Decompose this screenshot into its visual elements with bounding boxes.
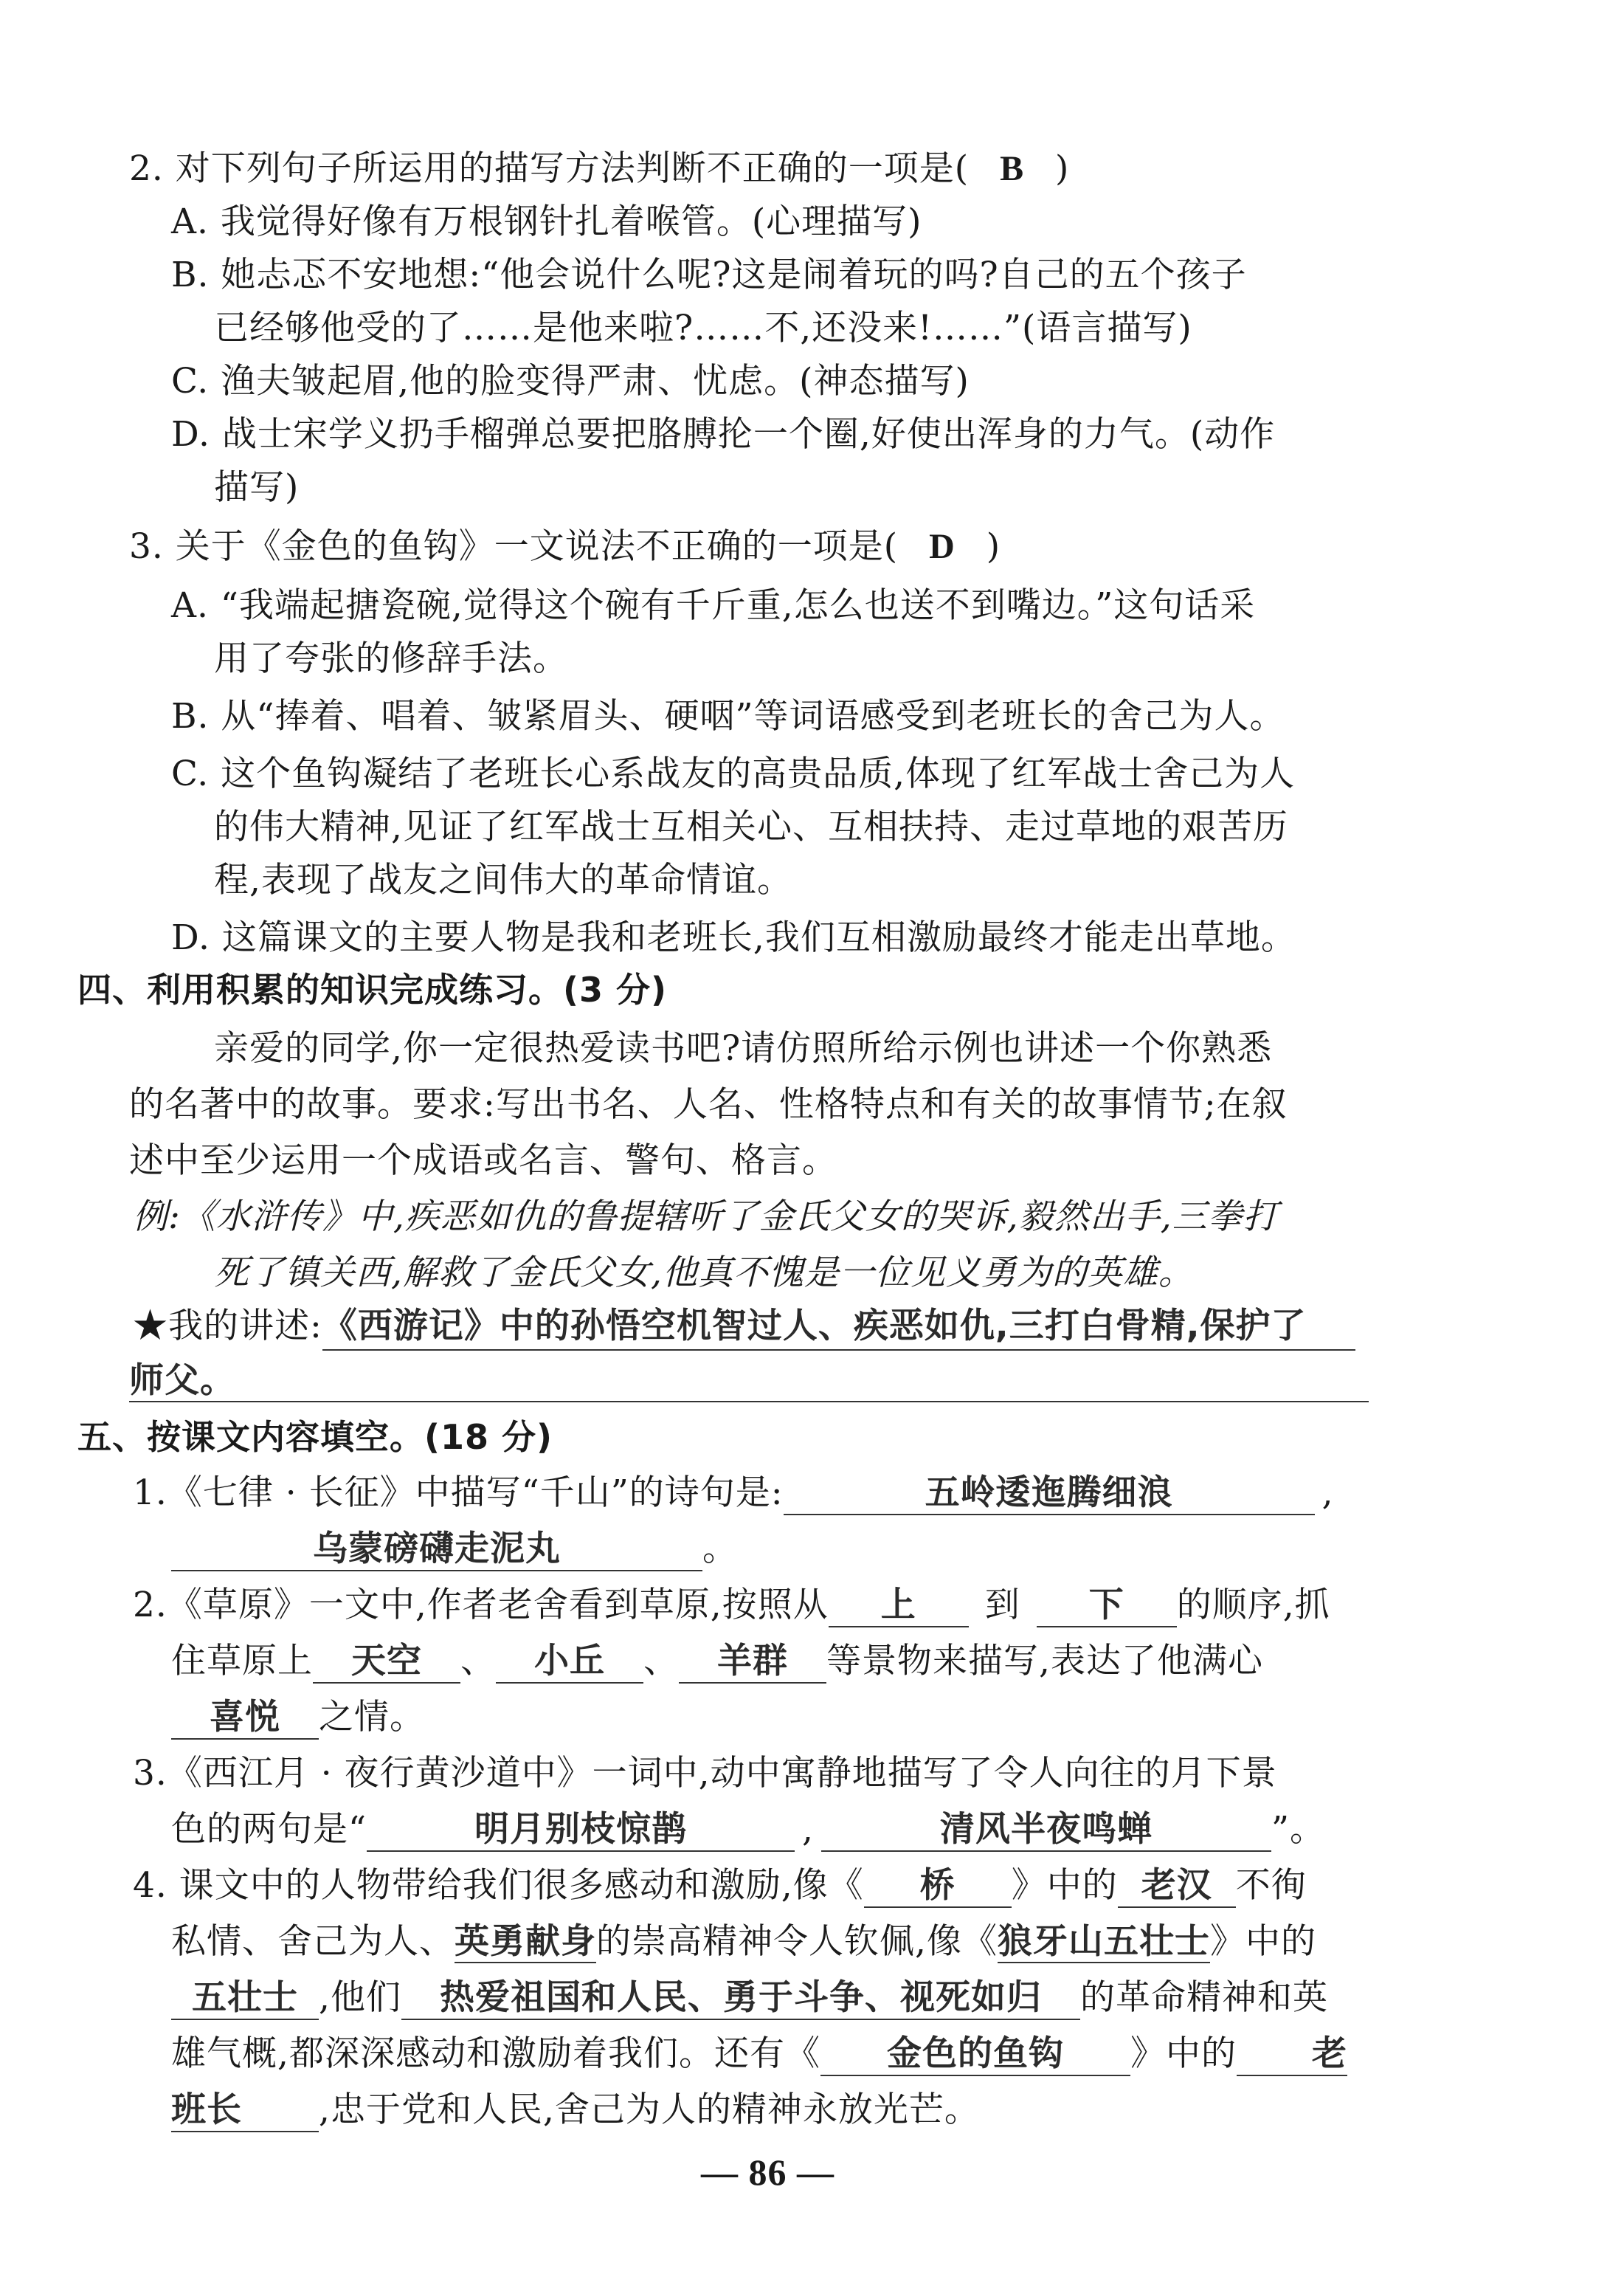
q2-option-d-line2: 描写) [214, 467, 300, 508]
s5-q4-post1: 不徇 [1235, 1865, 1307, 1906]
s5-q4-answer-2: 老汉 [1118, 1865, 1236, 1908]
s5-q2-answer-4: 小丘 [496, 1641, 643, 1684]
s5-q2-answer-5: 羊群 [679, 1641, 826, 1684]
s5-q2-answer-2: 下 [1037, 1585, 1177, 1627]
s5-q2-post2: 等景物来描写,表达了他满心 [826, 1641, 1263, 1681]
my-story-answer-rule [129, 1401, 1369, 1402]
s5-q1-answer-2: 乌蒙磅礴走泥丸 [171, 1529, 702, 1571]
s5-q4-answer-8a: 老 [1237, 2033, 1347, 2076]
q3-stem-close: ) [986, 526, 1001, 567]
s5-q4-l3a: ,他们 [319, 1977, 401, 2018]
s5-q4-mid1: 》中的 [1011, 1865, 1118, 1906]
q3-option-a-line1: A. “我端起搪瓷碗,觉得这个碗有千斤重,怎么也送不到嘴边。”这句话采 [171, 585, 1256, 626]
my-story-answer-line1: 《西游记》中的孙悟空机智过人、疾恶如仇,三打白骨精,保护了 [322, 1303, 1355, 1351]
q3-option-d: D. 这篇课文的主要人物是我和老班长,我们互相激励最终才能走出草地。 [171, 917, 1296, 958]
q2-option-c: C. 渔夫皱起眉,他的脸变得严肃、忧虑。(神态描写) [171, 361, 970, 402]
s5-q2-mid: 到 [984, 1585, 1020, 1625]
s5-q1-answer-1: 五岭逶迤腾细浪 [784, 1472, 1315, 1515]
s5-q2-line2 [171, 1639, 1263, 1684]
s5-q2-answer-1: 上 [829, 1585, 969, 1627]
s5-q1-line1 [133, 1470, 1334, 1516]
s5-q1-line2 [171, 1526, 738, 1572]
q2-option-b-line2: 已经够他受的了……是他来啦?……不,还没来!……”(语言描写) [214, 308, 1192, 348]
q3-option-a-line2: 用了夸张的修辞手法。 [214, 638, 568, 679]
q2-stem-close: ) [1055, 148, 1070, 189]
s5-q4-answer-1: 桥 [864, 1865, 1012, 1908]
s5-q4-l4b: 》中的 [1130, 2033, 1237, 2074]
q3-option-b: B. 从“捧着、唱着、皱紧眉头、硬咽”等词语感受到老班长的舍己为人。 [171, 696, 1285, 737]
section-4-example-line1: 例:《水浒传》中,疾恶如仇的鲁提辖听了金氏父女的哭诉,毅然出手,三拳打 [133, 1196, 1279, 1237]
s5-q2-line3 [171, 1695, 425, 1740]
s5-q4-answer-8b: 班长 [171, 2089, 319, 2132]
s5-q4-line4 [171, 2031, 1347, 2077]
s5-q3-end: ”。 [1271, 1809, 1326, 1850]
s5-q4-answer-3: 英勇献身 [455, 1921, 596, 1962]
s5-q2-line1 [133, 1582, 1330, 1628]
section-4-prompt-line3: 述中至少运用一个成语或名言、警句、格言。 [129, 1140, 837, 1181]
s5-q4-l4a: 雄气概,都深深感动和激励着我们。还有《 [171, 2033, 820, 2074]
q2-stem-text: 2. 对下列句子所运用的描写方法判断不正确的一项是( [129, 148, 970, 189]
section-4-prompt-line2: 的名著中的故事。要求:写出书名、人名、性格特点和有关的故事情节;在叙 [129, 1084, 1288, 1125]
s5-q4-l5b: ,忠于党和人民,舍己为人的精神永放光芒。 [319, 2089, 980, 2130]
s5-q3-comma: , [802, 1809, 814, 1850]
section-4-title: 四、利用积累的知识完成练习。(3 分) [77, 970, 668, 1010]
s5-q1-end: 。 [702, 1529, 738, 1569]
s5-q4-line1 [133, 1863, 1307, 1909]
s5-q2-answer-6: 喜悦 [171, 1697, 319, 1740]
s5-q2-prompt: 2.《草原》一文中,作者老舍看到草原,按照从 [133, 1585, 829, 1625]
s5-q2-post1: 的顺序,抓 [1176, 1585, 1330, 1625]
s5-q2-post3: 之情。 [319, 1697, 425, 1737]
q2-option-b-line1: B. 她忐忑不安地想:“他会说什么呢?这是闹着玩的吗?自己的五个孩子 [171, 255, 1247, 295]
s5-q4-l2c: 》中的 [1209, 1921, 1316, 1962]
s5-q1-comma: , [1321, 1472, 1334, 1513]
s5-q2-pre2: 住草原上 [171, 1641, 313, 1681]
s5-q4-answer-7: 金色的鱼钩 [820, 2033, 1130, 2076]
q2-answer: B [1000, 149, 1025, 188]
s5-q4-line3 [171, 1975, 1328, 2021]
q3-option-c-line1: C. 这个鱼钩凝结了老班长心系战友的高贵品质,体现了红军战士舍己为人 [171, 754, 1296, 794]
s5-q4-answer-5: 五壮士 [171, 1977, 319, 2020]
s5-q3-line2 [171, 1807, 1325, 1853]
page-number: — 86 — [701, 2151, 835, 2193]
q3-option-c-line3: 程,表现了战友之间伟大的革命情谊。 [214, 860, 792, 900]
s5-q3-line1: 3.《西江月 · 夜行黄沙道中》一词中,动中寓静地描写了令人向往的月下景 [133, 1753, 1277, 1794]
q3-stem-text: 3. 关于《金色的鱼钩》一文说法不正确的一项是( [129, 526, 899, 567]
s5-q4-l3b: 的革命精神和英 [1079, 1977, 1328, 2018]
s5-q4-line5 [171, 2087, 980, 2133]
s5-q4-line2 [171, 1919, 1316, 1965]
section-4-prompt-line1: 亲爱的同学,你一定很热爱读书吧?请仿照所给示例也讲述一个你熟悉 [214, 1028, 1273, 1069]
s5-q4-answer-6: 热爱祖国和人民、勇于斗争、视死如归 [401, 1977, 1080, 2020]
s5-q1-prompt: 1.《七律 · 长征》中描写“千山”的诗句是: [133, 1472, 784, 1513]
section-5-title: 五、按课文内容填空。(18 分) [77, 1417, 553, 1457]
s5-q2-sep1: 、 [460, 1641, 496, 1681]
q3-stem [129, 524, 1001, 570]
s5-q4-answer-4: 狼牙山五壮士 [997, 1921, 1210, 1962]
s5-q2-answer-3: 天空 [313, 1641, 460, 1684]
s5-q3-pre2: 色的两句是“ [171, 1809, 367, 1850]
s5-q2-sep2: 、 [643, 1641, 679, 1681]
section-4-example-line2: 死了镇关西,解救了金氏父女,他真不愧是一位见义勇为的英雄。 [214, 1253, 1194, 1293]
q2-option-a: A. 我觉得好像有万根钢针扎着喉管。(心理描写) [171, 201, 922, 242]
s5-q3-answer-2: 清风半夜鸣蝉 [821, 1809, 1271, 1852]
q2-option-d-line1: D. 战士宋学义扔手榴弹总要把胳膊抡一个圈,好使出浑身的力气。(动作 [171, 414, 1276, 455]
s5-q4-l2b: 的崇高精神令人钦佩,像《 [596, 1921, 998, 1962]
s5-q4-l2a: 私情、舍己为人、 [171, 1921, 455, 1962]
my-story-label: ★我的讲述: [133, 1306, 322, 1346]
s5-q4-prompt: 4. 课文中的人物带给我们很多感动和激励,像《 [133, 1865, 864, 1906]
q3-option-c-line2: 的伟大精神,见证了红军战士互相关心、互相扶持、走过草地的艰苦历 [214, 807, 1288, 847]
section-4-my-story-line1 [133, 1303, 1355, 1351]
q2-stem [129, 146, 1069, 192]
q3-answer: D [929, 527, 956, 566]
s5-q3-answer-1: 明月别枝惊鹊 [367, 1809, 795, 1852]
section-4-my-story-line2: 师父。 [129, 1360, 235, 1401]
